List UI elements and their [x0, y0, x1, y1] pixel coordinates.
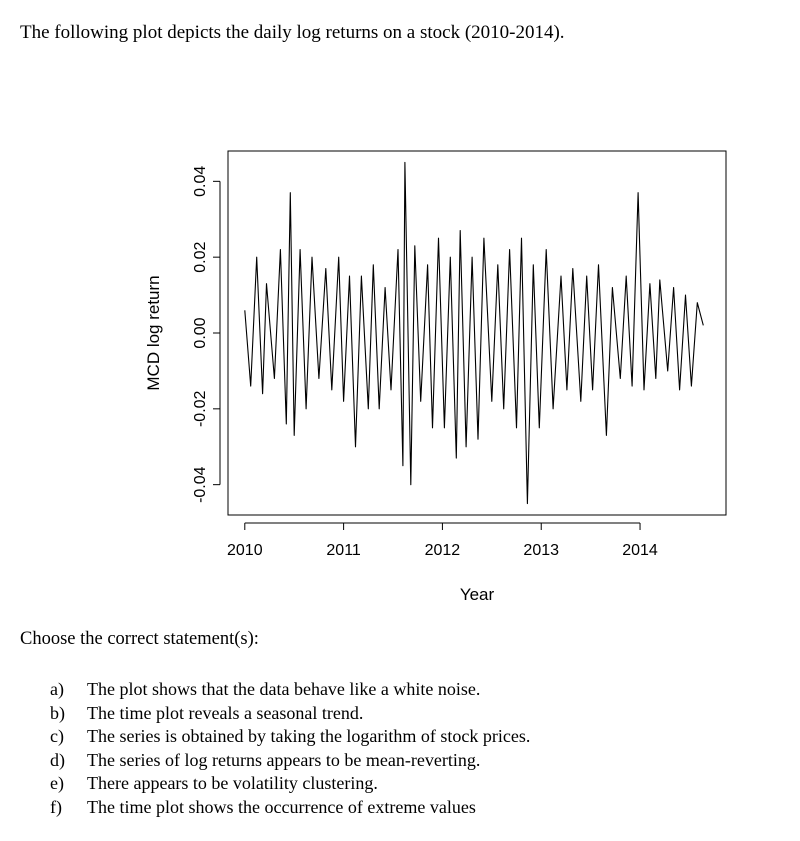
y-axis-label: MCD log return — [144, 275, 163, 391]
option-text: The time plot shows the occurrence of extreme values — [87, 796, 476, 817]
x-axis-label: Year — [459, 585, 495, 604]
x-tick-label: 2012 — [424, 542, 461, 559]
y-tick-label: -0.04 — [192, 466, 209, 503]
x-tick-label: 2014 — [622, 542, 658, 559]
option-text: The series of log returns appears to be mean-reverting. — [87, 749, 481, 770]
series-line-0 — [245, 162, 704, 503]
option-text: There appears to be volatility clustering. — [87, 773, 378, 793]
option-label: d) — [50, 749, 65, 770]
option-c — [50, 725, 530, 749]
option-a — [50, 678, 530, 702]
y-tick-label: 0.02 — [192, 241, 209, 273]
options-list — [50, 678, 530, 819]
series-layer — [245, 162, 704, 503]
option-f — [50, 796, 530, 820]
option-b — [50, 702, 530, 726]
option-label: c) — [50, 726, 64, 746]
y-axis — [192, 166, 220, 503]
x-axis — [227, 523, 658, 559]
option-label: a) — [50, 679, 64, 699]
question-text: Choose the correct statement(s): — [20, 629, 259, 649]
option-text: The plot shows that the data behave like a white noise. — [87, 679, 481, 699]
option-label: b) — [50, 702, 65, 723]
y-tick-label: -0.02 — [192, 390, 209, 428]
option-text: The time plot reveals a seasonal trend. — [87, 702, 364, 723]
intro-text: The following plot depicts the daily log returns on a stock (2010-2014). — [20, 22, 565, 43]
option-label: f) — [50, 796, 62, 817]
option-text: The series is obtained by taking the logarithm of stock prices. — [87, 726, 531, 746]
x-tick-label: 2013 — [523, 542, 560, 559]
option-e — [50, 772, 530, 796]
x-tick-label: 2010 — [227, 542, 263, 559]
x-tick-label: 2011 — [326, 542, 361, 559]
option-d — [50, 749, 530, 773]
y-tick-label: 0.04 — [192, 165, 209, 197]
option-label: e) — [50, 773, 64, 793]
y-tick-label: 0.00 — [192, 317, 209, 349]
